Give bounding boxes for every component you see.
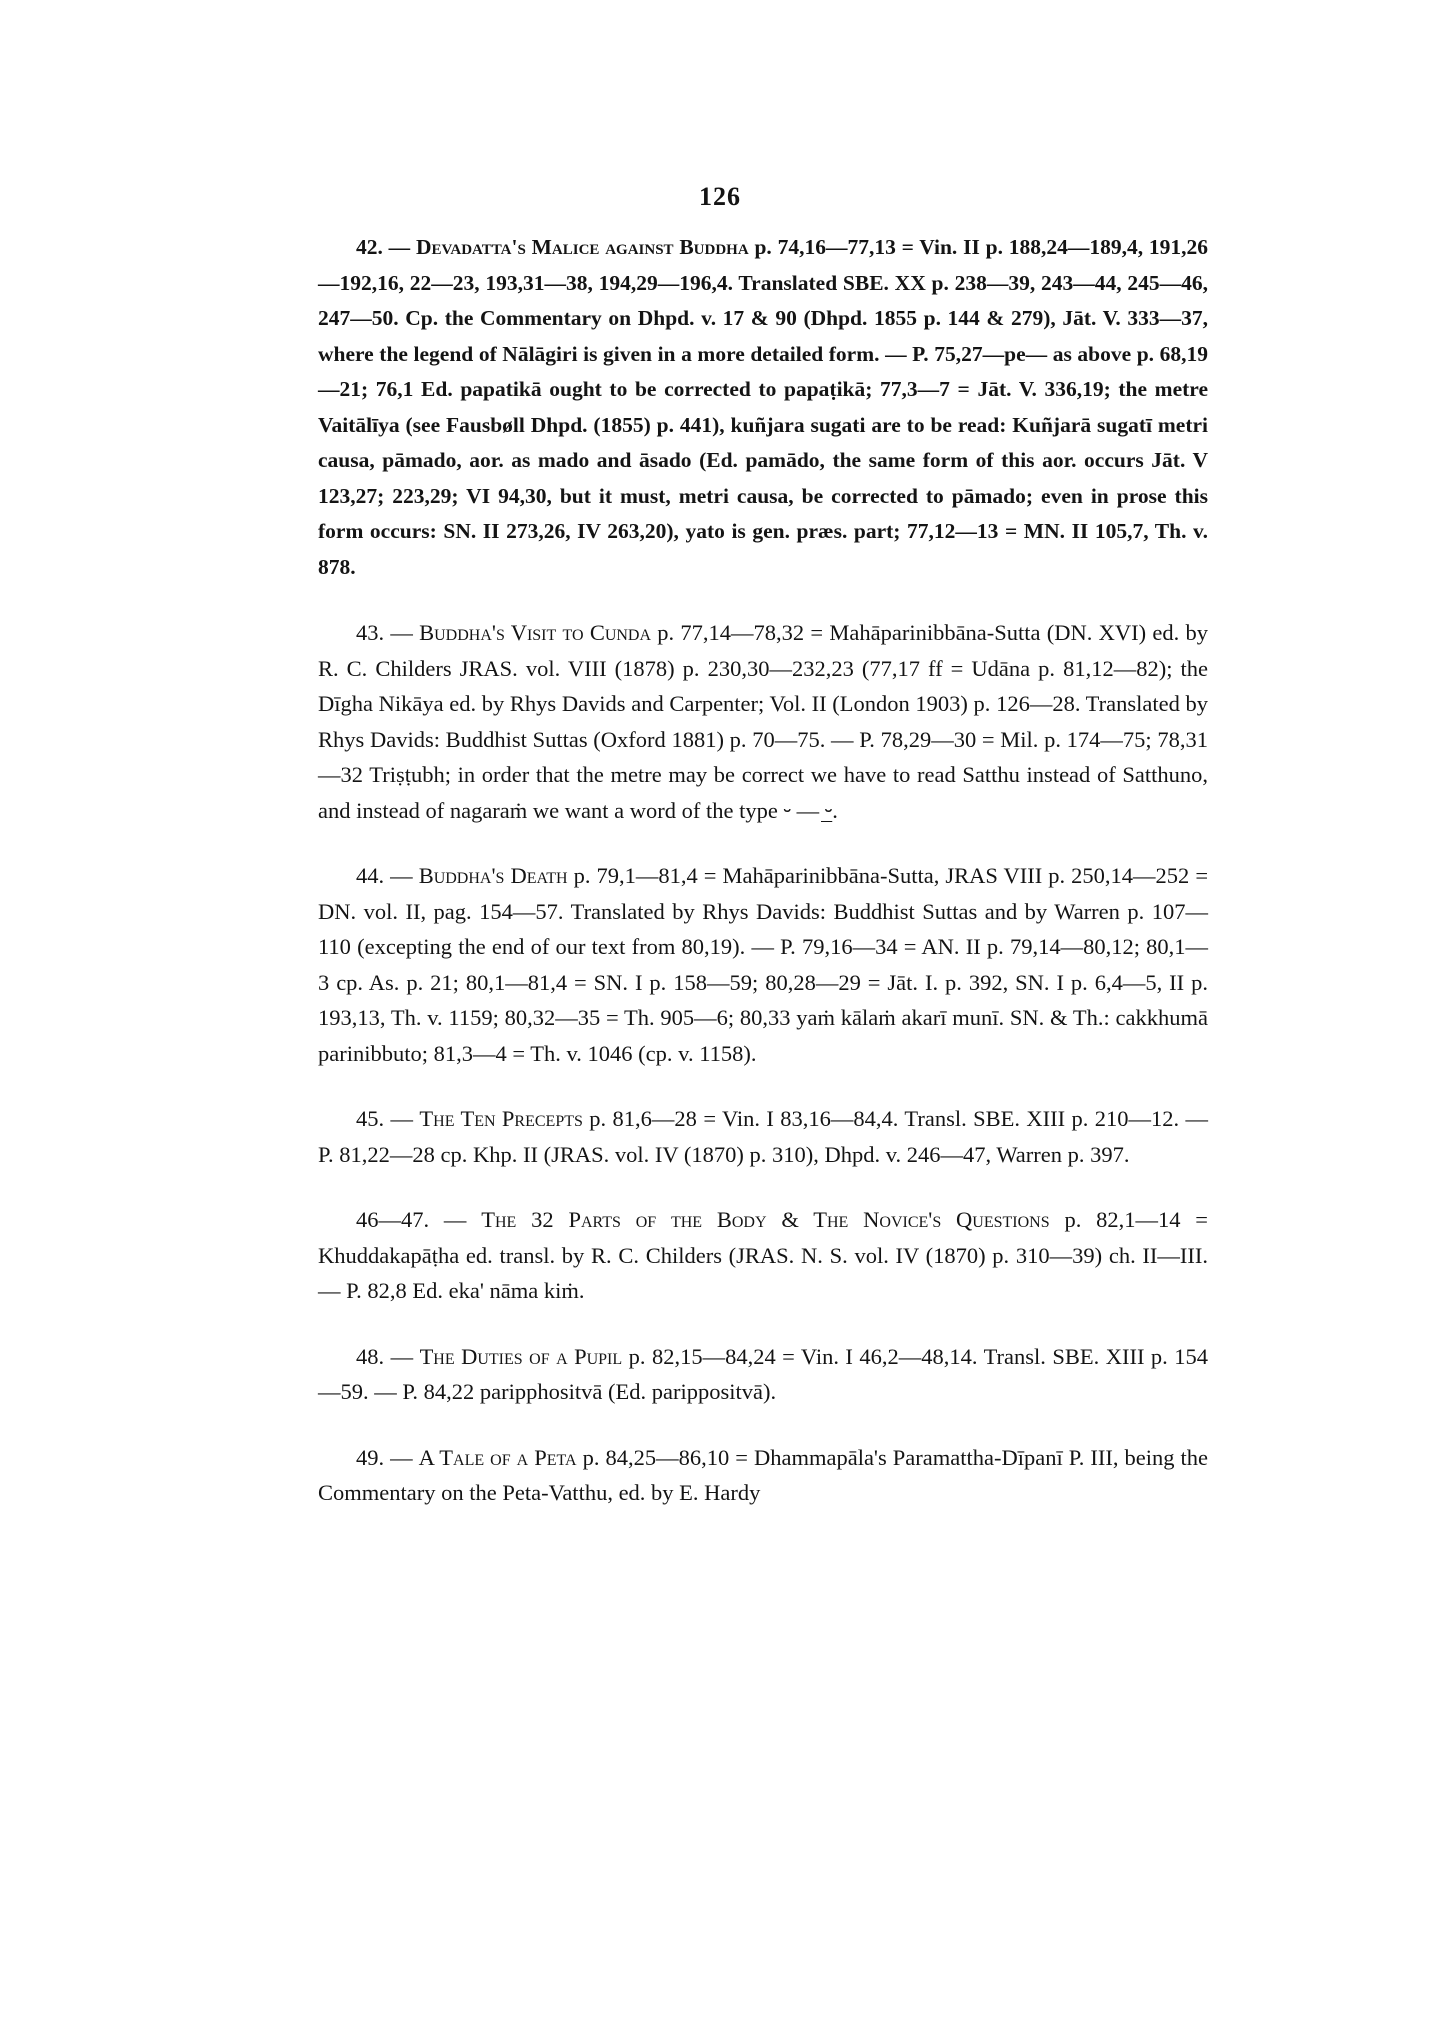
entry-48: 48. — The Duties of a Pupil p. 82,15—84,24 = Vin. I 46,2—48,14. Transl. SBE. XIII p. 154—59. — P. 84,22 paripphositvā (Ed. parippositvā). <box>318 1343 1208 1404</box>
entry-title: Devadatta's Malice against Buddha <box>415 235 749 259</box>
entry-43: 43. — Buddha's Visit to Cunda p. 77,14—78,32 = Mahāparinibbāna-Sutta (DN. XVI) ed. by R. C. Childers JRAS. vol. VIII (1878) p. 230,30—232,23 (77,17 ff = Udāna p. 81,12—82); the Dīgha Nikāya ed. by Rhys Davids and Carpenter; Vol. II (London 1903) p. 126—28. Translated by Rhys Davids: Buddhist Suttas (Oxford 1881) p. 70—75. — P. 78,29—30 = Mil. p. 174—75; 78,31—32 Triṣṭubh; in order that the metre may be correct we have to read Satthu instead of Satthuno, and instead of nagaraṁ we want a word of the type ⏑ — ⏑̲. <box>318 620 1208 823</box>
notes-list <box>318 230 1208 1541</box>
entry-42: 42. — Devadatta's Malice against Buddha p. 74,16—77,13 = Vin. II p. 188,24—189,4, 191,26—192,16, 22—23, 193,31—38, 194,29—196,4. Translated SBE. XX p. 238—39, 243—44, 245—46, 247—50. Cp. the Commentary on Dhpd. v. 17 & 90 (Dhpd. 1855 p. 144 & 279), Jāt. V. 333—37, where the legend of Nālāgiri is given in a more detailed form. — P. 75,27—pe— as above p. 68,19—21; 76,1 Ed. papatikā ought to be corrected to papaṭikā; 77,3—7 = Jāt. V. 336,19; the metre Vaitālīya (see Fausbøll Dhpd. (1855) p. 441), kuñjara sugati are to be read: Kuñjarā sugatī metri causa, pāmado, aor. as mado and āsado (Ed. pamādo, the same form of this aor. occurs Jāt. V 123,27; 223,29; VI 94,30, but it must, metri causa, be corrected to pāmado; even in prose this form occurs: SN. II 273,26, IV 263,20), yato is gen. præs. part; 77,12—13 = MN. II 105,7, Th. v. 878. <box>318 235 1209 579</box>
entry-text: p. 84,25—86,10 = Dhammapāla's Paramattha-Dīpanī P. III, being the Commentary on the Peta-Vatthu, ed. by E. Hardy <box>318 1444 1209 1505</box>
entry-text: p. 82,15—84,24 = Vin. I 46,2—48,14. Transl. SBE. XIII p. 154—59. — P. 84,22 paripphositvā (Ed. parippositvā). <box>318 1343 1208 1404</box>
entry-number: 49. <box>356 1444 385 1470</box>
entry-title: Buddha's Visit to Cunda <box>419 620 652 645</box>
entry-number: 48. <box>356 1343 385 1369</box>
entry-44: 44. — Buddha's Death p. 79,1—81,4 = Mahāparinibbāna-Sutta, JRAS VIII p. 250,14—252 = DN. vol. II, pag. 154—57. Translated by Rhys Davids: Buddhist Suttas and by Warren p. 107—110 (excepting the end of our text from 80,19). — P. 79,16—34 = AN. II p. 79,14—80,12; 80,1—3 cp. As. p. 21; 80,1—81,4 = SN. I p. 158—59; 80,28—29 = Jāt. I. p. 392, SN. I p. 6,4—5, II p. 193,13, Th. v. 1159; 80,32—35 = Th. 905—6; 80,33 yaṁ kālaṁ akarī munī. SN. & Th.: cakkhumā parinibbuto; 81,3—4 = Th. v. 1046 (cp. v. 1158). <box>318 863 1209 1066</box>
entry-title: The 32 Parts of the Body & The Novice's Questions <box>481 1207 1050 1232</box>
entry-title: Buddha's Death <box>418 863 568 888</box>
entry-title: A Tale of a Peta <box>418 1444 577 1470</box>
entry-49: 49. — A Tale of a Peta p. 84,25—86,10 = Dhammapāla's Paramattha-Dīpanī P. III, being the Commentary on the Peta-Vatthu, ed. by E. Hardy <box>318 1444 1209 1505</box>
entry-number: 43. <box>356 620 385 645</box>
entry-number: 42. <box>356 235 383 259</box>
entry-title: The Ten Precepts <box>419 1106 583 1131</box>
page-number: 126 <box>699 182 741 211</box>
entry-text: p. 77,14—78,32 = Mahāparinibbāna-Sutta (DN. XVI) ed. by R. C. Childers JRAS. vol. VIII (1878) p. 230,30—232,23 (77,17 ff = Udāna p. 81,12—82); the Dīgha Nikāya ed. by Rhys Davids and Carpenter; Vol. II (London 1903) p. 126—28. Translated by Rhys Davids: Buddhist Suttas (Oxford 1881) p. 70—75. — P. 78,29—30 = Mil. p. 174—75; 78,31—32 Triṣṭubh; in order that the metre may be correct we have to read Satthu instead of Satthuno, and instead of nagaraṁ we want a word of the type ⏑ — ⏑̲. <box>318 620 1208 823</box>
entry-text: p. 79,1—81,4 = Mahāparinibbāna-Sutta, JRAS VIII p. 250,14—252 = DN. vol. II, pag. 154—57. Translated by Rhys Davids: Buddhist Suttas and by Warren p. 107—110 (excepting the end of our text from 80,19). — P. 79,16—34 = AN. II p. 79,14—80,12; 80,1—3 cp. As. p. 21; 80,1—81,4 = SN. I p. 158—59; 80,28—29 = Jāt. I. p. 392, SN. I p. 6,4—5, II p. 193,13, Th. v. 1159; 80,32—35 = Th. 905—6; 80,33 yaṁ kālaṁ akarī munī. SN. & Th.: cakkhumā parinibbuto; 81,3—4 = Th. v. 1046 (cp. v. 1158). <box>318 863 1209 1066</box>
entry-text: p. 74,16—77,13 = Vin. II p. 188,24—189,4, 191,26—192,16, 22—23, 193,31—38, 194,29—196,4. Translated SBE. XX p. 238—39, 243—44, 245—46, 247—50. Cp. the Commentary on Dhpd. v. 17 & 90 (Dhpd. 1855 p. 144 & 279), Jāt. V. 333—37, where the legend of Nālāgiri is given in a more detailed form. — P. 75,27—pe— as above p. 68,19—21; 76,1 Ed. papatikā ought to be corrected to papaṭikā; 77,3—7 = Jāt. V. 336,19; the metre Vaitālīya (see Fausbøll Dhpd. (1855) p. 441), kuñjara sugati are to be read: Kuñjarā sugatī metri causa, pāmado, aor. as mado and āsado (Ed. pamādo, the same form of this aor. occurs Jāt. V 123,27; 223,29; VI 94,30, but it must, metri causa, be corrected to pāmado; even in prose this form occurs: SN. II 273,26, IV 263,20), yato is gen. præs. part; 77,12—13 = MN. II 105,7, Th. v. 878. <box>318 235 1209 579</box>
entry-45: 45. — The Ten Precepts p. 81,6—28 = Vin. I 83,16—84,4. Transl. SBE. XIII p. 210—12. — P. 81,22—28 cp. Khp. II (JRAS. vol. IV (1870) p. 310), Dhpd. v. 246—47, Warren p. 397. <box>318 1106 1209 1167</box>
entry-46-47: 46—47. — The 32 Parts of the Body & The Novice's Questions p. 82,1—14 = Khuddakapāṭha ed. transl. by R. C. Childers (JRAS. N. S. vol. IV (1870) p. 310—39) ch. II—III. — P. 82,8 Ed. eka' nāma kiṁ. <box>318 1207 1208 1303</box>
entry-number: 44. <box>356 863 385 888</box>
entry-text: p. 82,1—14 = Khuddakapāṭha ed. transl. by R. C. Childers (JRAS. N. S. vol. IV (1870) p. 310—39) ch. II—III. — P. 82,8 Ed. eka' nāma kiṁ. <box>318 1207 1208 1303</box>
entry-number: 45. <box>356 1106 385 1131</box>
entry-title: The Duties of a Pupil <box>419 1343 623 1369</box>
entry-number: 46—47. <box>356 1207 430 1232</box>
entry-text: p. 81,6—28 = Vin. I 83,16—84,4. Transl. SBE. XIII p. 210—12. — P. 81,22—28 cp. Khp. II (JRAS. vol. IV (1870) p. 310), Dhpd. v. 246—47, Warren p. 397. <box>318 1106 1209 1167</box>
